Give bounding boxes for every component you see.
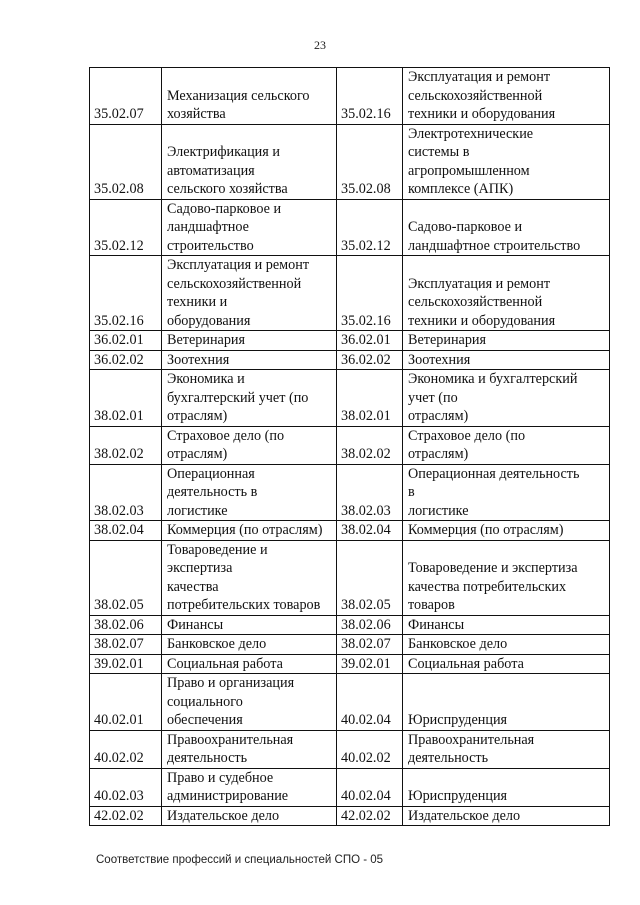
old-specialty-code: 35.02.12 bbox=[90, 199, 162, 256]
new-specialty-code: 35.02.12 bbox=[337, 199, 403, 256]
new-specialty-name: Издательское дело bbox=[403, 806, 610, 826]
new-specialty-code: 38.02.05 bbox=[337, 540, 403, 615]
old-specialty-code: 35.02.08 bbox=[90, 124, 162, 199]
new-specialty-code: 39.02.01 bbox=[337, 654, 403, 674]
table-row bbox=[90, 464, 610, 521]
old-specialty-name: Страховое дело (по отраслям) bbox=[162, 426, 337, 464]
new-specialty-name: Финансы bbox=[403, 615, 610, 635]
table-row bbox=[90, 68, 610, 125]
new-specialty-name: Электротехнические системы в агропромышленном комплексе (АПК) bbox=[403, 124, 610, 199]
page-number: 23 bbox=[314, 38, 326, 52]
new-specialty-name: Банковское дело bbox=[403, 635, 610, 655]
page-footer: Соответствие профессий и специальностей СПО - 05 bbox=[96, 854, 384, 866]
old-specialty-name: Коммерция (по отраслям) bbox=[162, 521, 337, 541]
old-specialty-name: Социальная работа bbox=[162, 654, 337, 674]
table-body bbox=[90, 68, 610, 826]
table-row bbox=[90, 370, 610, 427]
old-specialty-name: Ветеринария bbox=[162, 331, 337, 351]
table-row bbox=[90, 350, 610, 370]
table-row bbox=[90, 124, 610, 199]
new-specialty-code: 36.02.01 bbox=[337, 331, 403, 351]
new-specialty-code: 42.02.02 bbox=[337, 806, 403, 826]
old-specialty-code: 38.02.06 bbox=[90, 615, 162, 635]
new-specialty-name: Операционная деятельность в логистике bbox=[403, 464, 610, 521]
old-specialty-name: Банковское дело bbox=[162, 635, 337, 655]
new-specialty-name: Эксплуатация и ремонт сельскохозяйственной техники и оборудования bbox=[403, 256, 610, 331]
new-specialty-code: 35.02.16 bbox=[337, 68, 403, 125]
old-specialty-code: 40.02.03 bbox=[90, 768, 162, 806]
table-row bbox=[90, 540, 610, 615]
new-specialty-code: 38.02.02 bbox=[337, 426, 403, 464]
new-specialty-name: Зоотехния bbox=[403, 350, 610, 370]
new-specialty-code: 38.02.01 bbox=[337, 370, 403, 427]
table-row bbox=[90, 521, 610, 541]
new-specialty-name: Социальная работа bbox=[403, 654, 610, 674]
old-specialty-name: Издательское дело bbox=[162, 806, 337, 826]
new-specialty-name: Эксплуатация и ремонт сельскохозяйственной техники и оборудования bbox=[403, 68, 610, 125]
old-specialty-code: 40.02.01 bbox=[90, 674, 162, 731]
old-specialty-name: Правоохранительная деятельность bbox=[162, 730, 337, 768]
old-specialty-code: 38.02.05 bbox=[90, 540, 162, 615]
new-specialty-name: Коммерция (по отраслям) bbox=[403, 521, 610, 541]
old-specialty-code: 40.02.02 bbox=[90, 730, 162, 768]
old-specialty-code: 38.02.03 bbox=[90, 464, 162, 521]
new-specialty-code: 40.02.02 bbox=[337, 730, 403, 768]
new-specialty-code: 38.02.03 bbox=[337, 464, 403, 521]
old-specialty-code: 38.02.01 bbox=[90, 370, 162, 427]
new-specialty-code: 38.02.07 bbox=[337, 635, 403, 655]
table-row bbox=[90, 806, 610, 826]
new-specialty-code: 35.02.16 bbox=[337, 256, 403, 331]
old-specialty-name: Электрификация и автоматизация сельского хозяйства bbox=[162, 124, 337, 199]
old-specialty-name: Механизация сельского хозяйства bbox=[162, 68, 337, 125]
old-specialty-code: 38.02.02 bbox=[90, 426, 162, 464]
old-specialty-code: 35.02.16 bbox=[90, 256, 162, 331]
specialty-correspondence-table bbox=[89, 67, 610, 826]
old-specialty-code: 39.02.01 bbox=[90, 654, 162, 674]
old-specialty-name: Товароведение и экспертиза качества потребительских товаров bbox=[162, 540, 337, 615]
old-specialty-code: 36.02.01 bbox=[90, 331, 162, 351]
new-specialty-code: 40.02.04 bbox=[337, 768, 403, 806]
new-specialty-code: 40.02.04 bbox=[337, 674, 403, 731]
new-specialty-name: Юриспруденция bbox=[403, 768, 610, 806]
old-specialty-name: Экономика и бухгалтерский учет (по отраслям) bbox=[162, 370, 337, 427]
table-row bbox=[90, 199, 610, 256]
table-row bbox=[90, 654, 610, 674]
table-row bbox=[90, 730, 610, 768]
new-specialty-name: Юриспруденция bbox=[403, 674, 610, 731]
new-specialty-name: Страховое дело (по отраслям) bbox=[403, 426, 610, 464]
old-specialty-name: Право и судебное администрирование bbox=[162, 768, 337, 806]
table-row bbox=[90, 615, 610, 635]
old-specialty-name: Право и организация социального обеспечения bbox=[162, 674, 337, 731]
table-row bbox=[90, 256, 610, 331]
new-specialty-code: 35.02.08 bbox=[337, 124, 403, 199]
old-specialty-name: Финансы bbox=[162, 615, 337, 635]
new-specialty-code: 38.02.06 bbox=[337, 615, 403, 635]
new-specialty-code: 36.02.02 bbox=[337, 350, 403, 370]
new-specialty-name: Экономика и бухгалтерский учет (по отраслям) bbox=[403, 370, 610, 427]
new-specialty-name: Правоохранительная деятельность bbox=[403, 730, 610, 768]
table-row bbox=[90, 426, 610, 464]
new-specialty-name: Ветеринария bbox=[403, 331, 610, 351]
new-specialty-name: Садово-парковое и ландшафтное строительство bbox=[403, 199, 610, 256]
old-specialty-code: 38.02.04 bbox=[90, 521, 162, 541]
old-specialty-name: Эксплуатация и ремонт сельскохозяйственной техники и оборудования bbox=[162, 256, 337, 331]
table-row bbox=[90, 635, 610, 655]
table-row bbox=[90, 768, 610, 806]
new-specialty-name: Товароведение и экспертиза качества потребительских товаров bbox=[403, 540, 610, 615]
old-specialty-code: 38.02.07 bbox=[90, 635, 162, 655]
old-specialty-code: 42.02.02 bbox=[90, 806, 162, 826]
old-specialty-code: 35.02.07 bbox=[90, 68, 162, 125]
old-specialty-name: Зоотехния bbox=[162, 350, 337, 370]
old-specialty-name: Операционная деятельность в логистике bbox=[162, 464, 337, 521]
table-row bbox=[90, 674, 610, 731]
old-specialty-name: Садово-парковое и ландшафтное строительство bbox=[162, 199, 337, 256]
table-row bbox=[90, 331, 610, 351]
new-specialty-code: 38.02.04 bbox=[337, 521, 403, 541]
old-specialty-code: 36.02.02 bbox=[90, 350, 162, 370]
